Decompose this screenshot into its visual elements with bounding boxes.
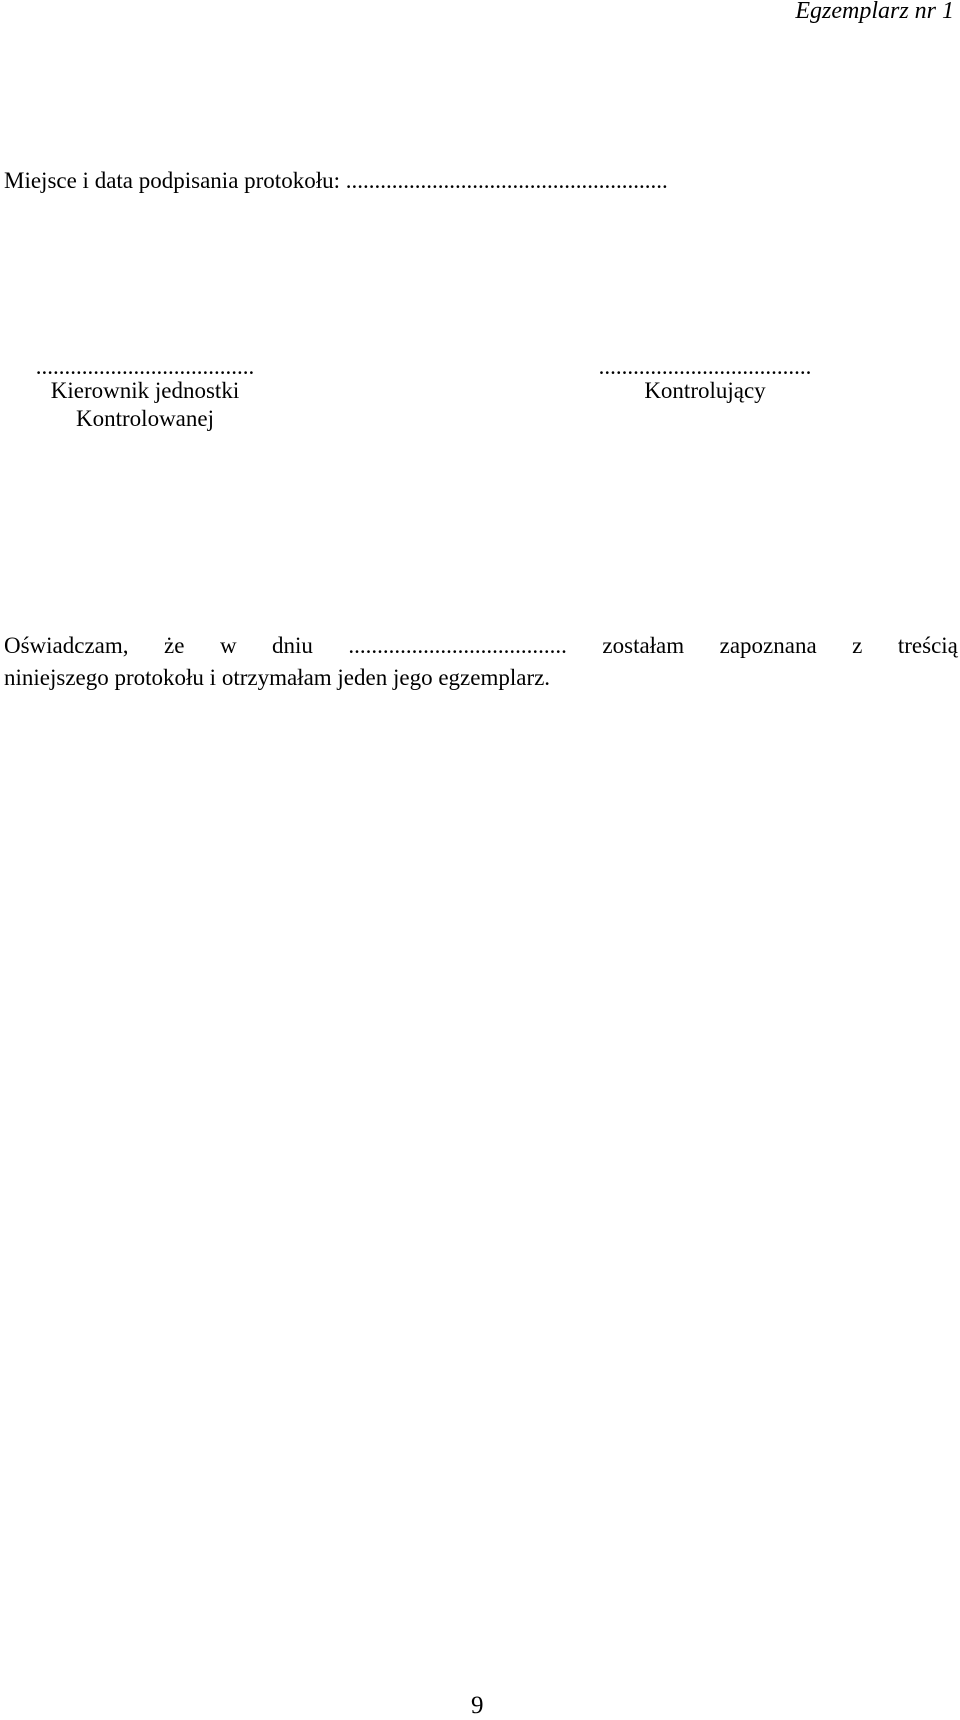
statement-line-2: niniejszego protokołu i otrzymałam jeden jego egzemplarz. bbox=[4, 665, 551, 690]
signature-dots-unit-head: ...................................... bbox=[35, 354, 255, 379]
statement-line-1 bbox=[4, 630, 958, 662]
statement-word: treścią bbox=[897, 633, 958, 658]
signature-dots-inspector: ..................................... bbox=[598, 354, 812, 379]
statement-word: w bbox=[219, 633, 237, 658]
statement-word: zapoznana bbox=[719, 633, 817, 658]
signature-role-unit-head-line1: Kierownik jednostki bbox=[50, 378, 240, 403]
signature-role-unit-head-line2: Kontrolowanej bbox=[76, 406, 214, 431]
place-and-date-label: Miejsce i data podpisania protokołu: bbox=[4, 168, 340, 193]
statement-date-dots: ...................................... bbox=[348, 633, 567, 658]
statement-word: dniu bbox=[272, 633, 313, 658]
statement-word: że bbox=[164, 633, 185, 658]
signature-role-inspector: Kontrolujący bbox=[644, 378, 766, 403]
statement-paragraph bbox=[4, 630, 958, 694]
statement-word: z bbox=[852, 633, 863, 658]
page-number: 9 bbox=[471, 1692, 484, 1719]
statement-word: Oświadczam, bbox=[4, 633, 129, 658]
place-and-date-dots: ........................................................ bbox=[345, 168, 668, 193]
signature-block-unit-head bbox=[30, 354, 260, 433]
statement-word: zostałam bbox=[602, 633, 685, 658]
copy-number-label: Egzemplarz nr 1 bbox=[795, 0, 954, 24]
place-and-date-line bbox=[4, 168, 668, 194]
signature-block-inspector bbox=[590, 354, 820, 405]
